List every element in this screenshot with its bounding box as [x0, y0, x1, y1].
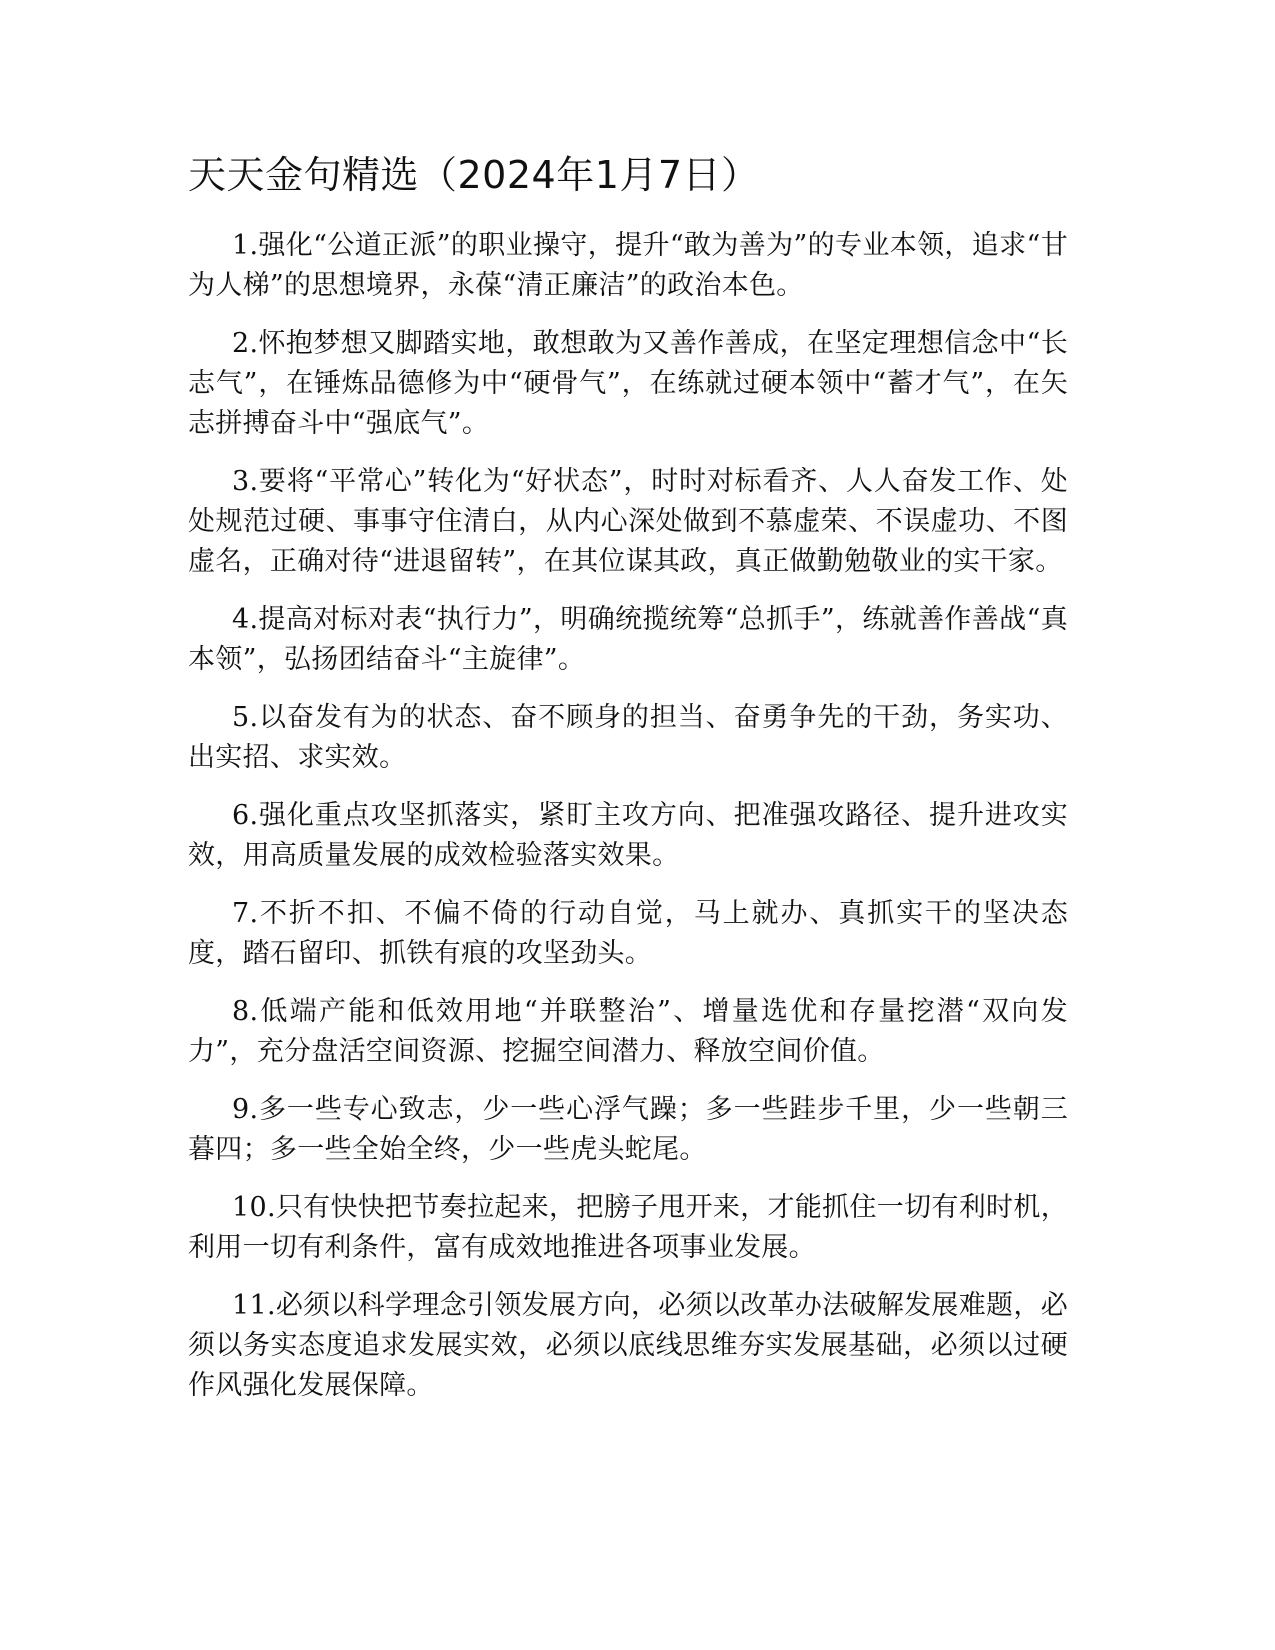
- quote-paragraph-8: 8.低端产能和低效用地“并联整治”、增量选优和存量挖潜“双向发力”，充分盘活空间资源、挖掘空间潜力、释放空间价值。: [188, 996, 1068, 1067]
- quote-paragraph-2: 2.怀抱梦想又脚踏实地，敢想敢为又善作善成，在坚定理想信念中“长志气”，在锤炼品德修为中“硬骨气”，在练就过硬本领中“蓄才气”，在矢志拼搏奋斗中“强底气”。: [188, 328, 1068, 439]
- quote-paragraph-9: 9.多一些专心致志，少一些心浮气躁；多一些跬步千里，少一些朝三暮四；多一些全始全终，少一些虎头蛇尾。: [188, 1094, 1068, 1165]
- quote-paragraph-7: 7.不折不扣、不偏不倚的行动自觉，马上就办、真抓实干的坚决态度，踏石留印、抓铁有痕的攻坚劲头。: [188, 898, 1068, 969]
- quote-paragraph-5: 5.以奋发有为的状态、奋不顾身的担当、奋勇争先的干劲，务实功、出实招、求实效。: [188, 702, 1068, 773]
- page-title: 天天金句精选（2024年1月7日）: [188, 153, 760, 197]
- quote-paragraph-6: 6.强化重点攻坚抓落实，紧盯主攻方向、把准强攻路径、提升进攻实效，用高质量发展的成效检验落实效果。: [188, 800, 1068, 871]
- quote-paragraph-3: 3.要将“平常心”转化为“好状态”，时时对标看齐、人人奋发工作、处处规范过硬、事事守住清白，从内心深处做到不慕虚荣、不误虚功、不图虚名，正确对待“进退留转”，在其位谋其政，真正做勤勉敬业的实干家。: [188, 466, 1068, 577]
- quote-paragraph-11: 11.必须以科学理念引领发展方向，必须以改革办法破解发展难题，必须以务实态度追求发展实效，必须以底线思维夯实发展基础，必须以过硬作风强化发展保障。: [188, 1290, 1068, 1401]
- quote-paragraph-4: 4.提高对标对表“执行力”，明确统揽统筹“总抓手”，练就善作善战“真本领”，弘扬团结奋斗“主旋律”。: [188, 604, 1068, 675]
- quote-paragraph-1: 1.强化“公道正派”的职业操守，提升“敢为善为”的专业本领，追求“甘为人梯”的思想境界，永葆“清正廉洁”的政治本色。: [188, 230, 1068, 301]
- quote-paragraph-10: 10.只有快快把节奏拉起来，把膀子甩开来，才能抓住一切有利时机，利用一切有利条件，富有成效地推进各项事业发展。: [188, 1192, 1068, 1263]
- quote-list: [188, 226, 1068, 1424]
